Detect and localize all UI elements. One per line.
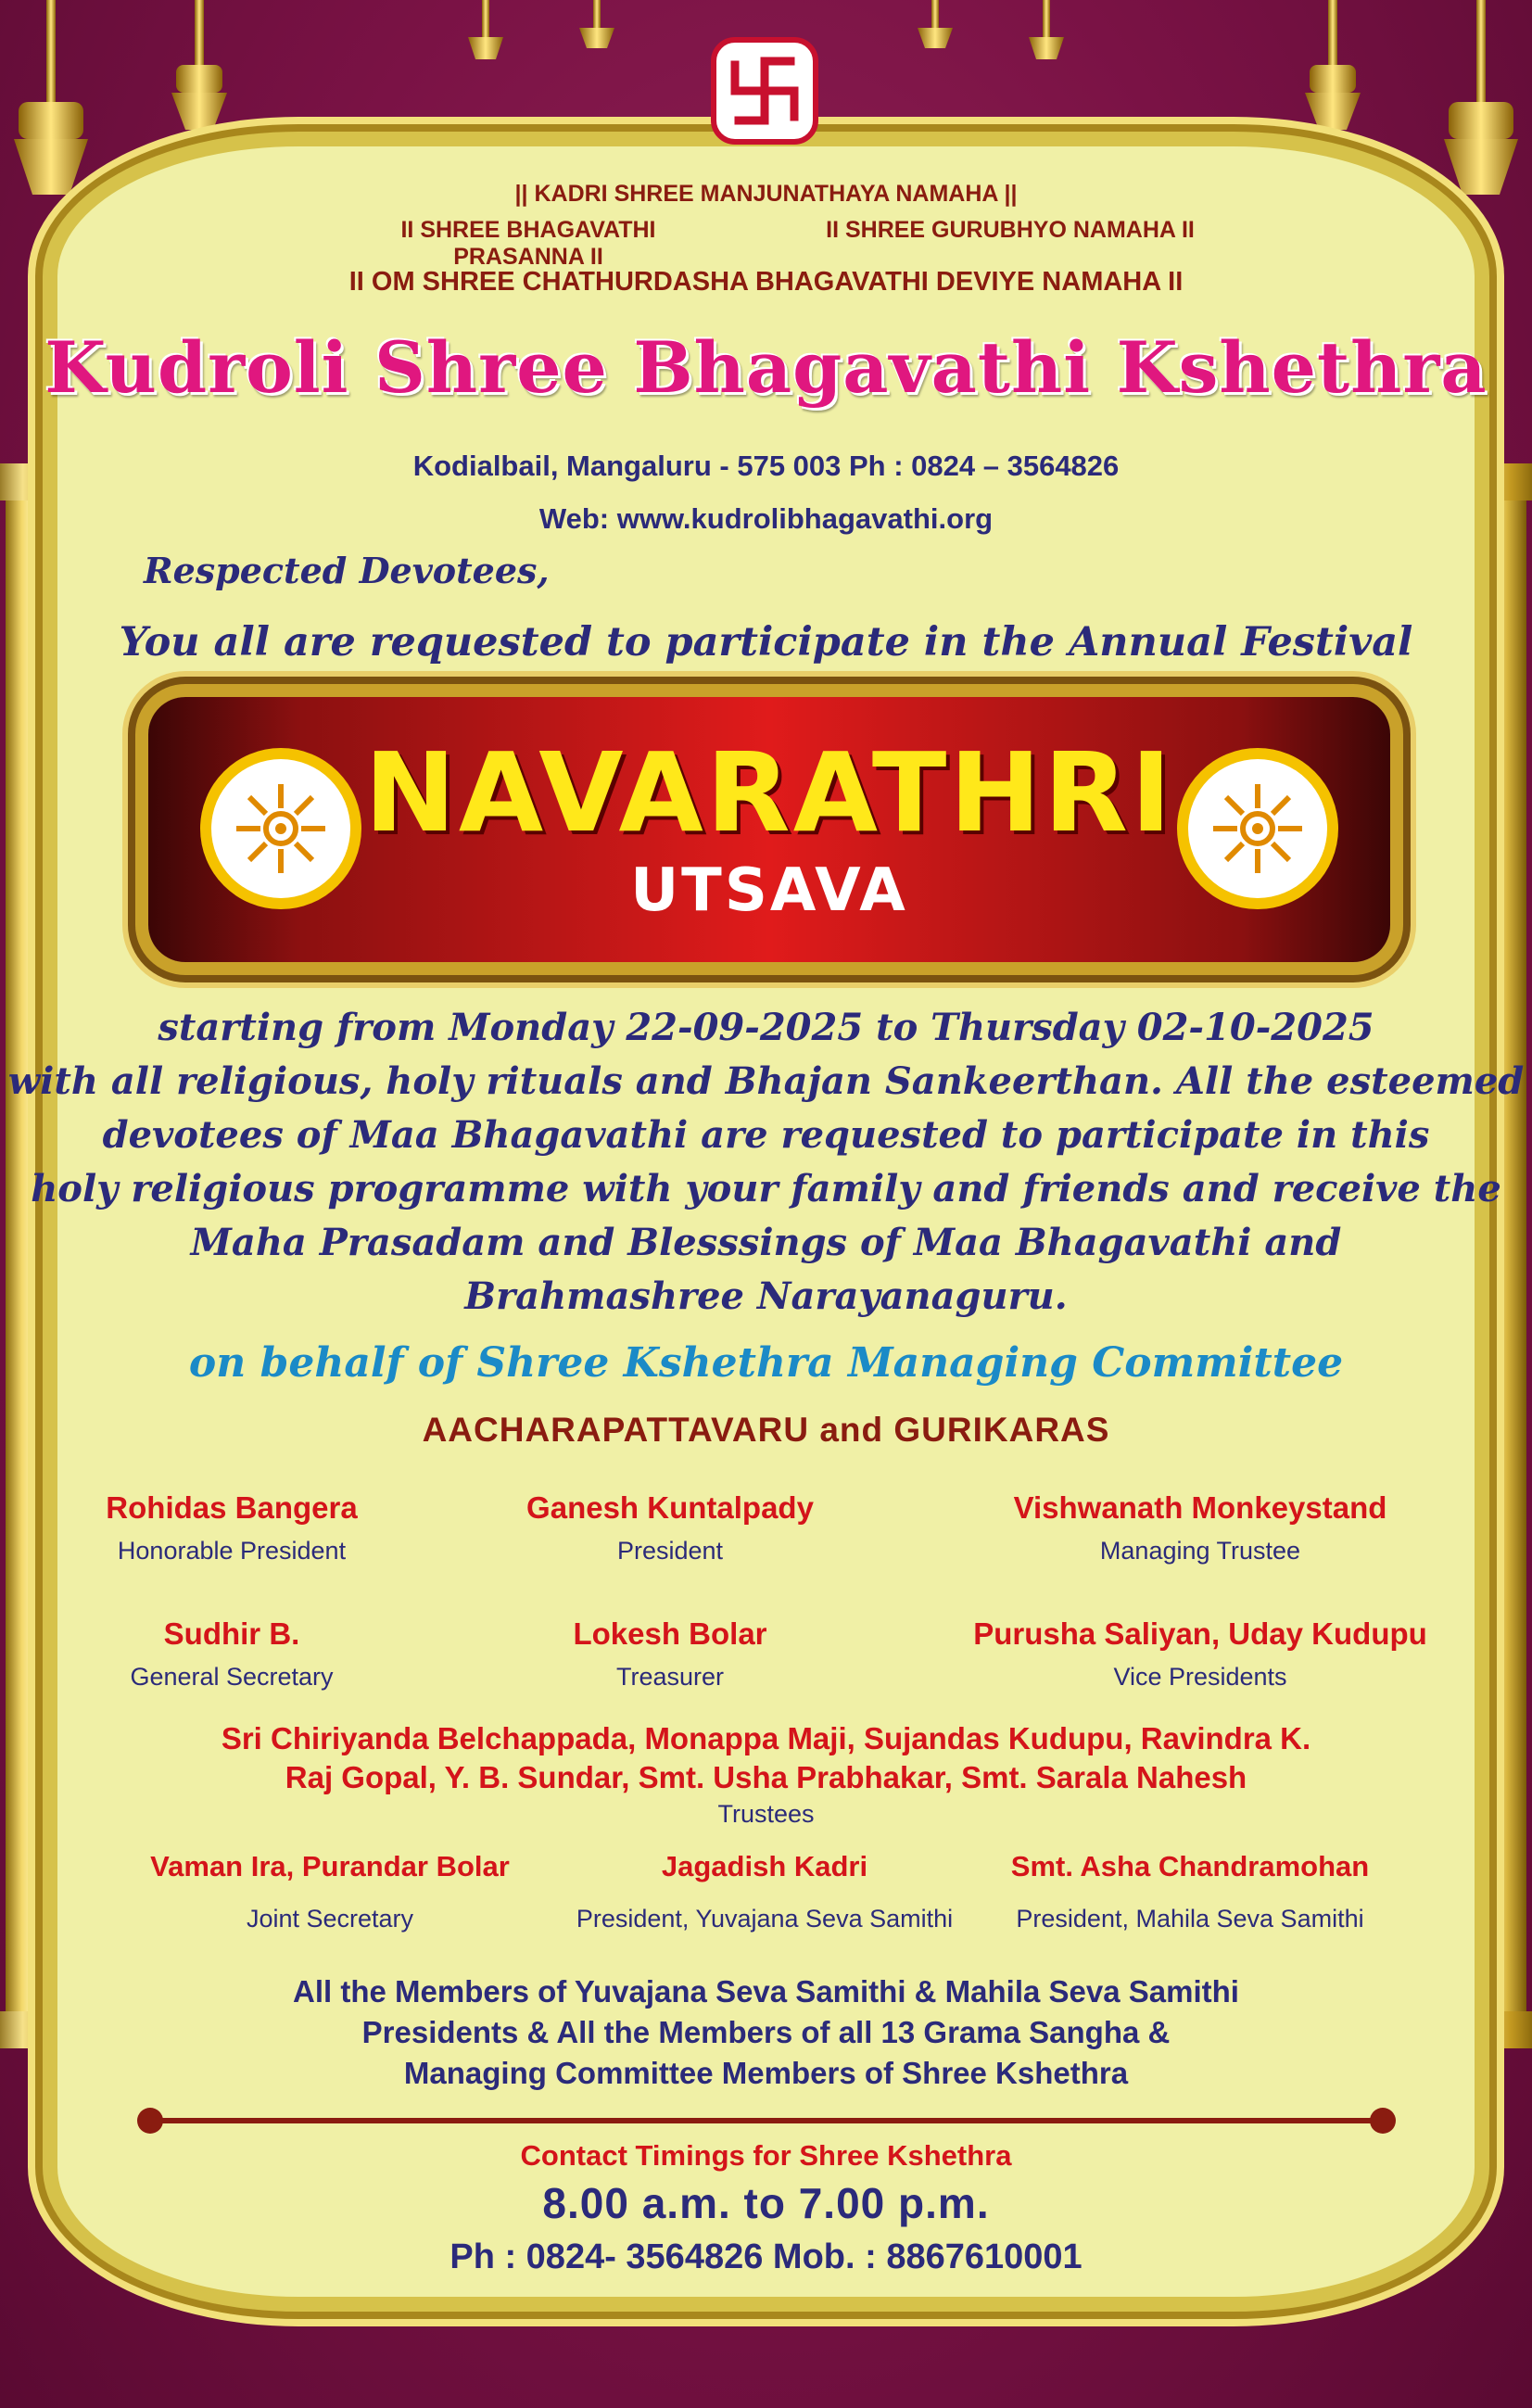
member-name: Vishwanath Monkeystand [1013,1490,1387,1525]
header-line-2-right: II SHREE GURUBHYO NAMAHA II [826,217,1195,243]
header-line-1: || KADRI SHREE MANJUNATHAYA NAMAHA || [514,181,1018,207]
body-line: devotees of Maa Bhagavathi are requested to participate in this [102,1113,1430,1157]
member-role: President, Mahila Seva Samithi [1016,1905,1364,1933]
request-line: You all are requested to participate in the Annual Festival [119,619,1413,665]
address: Kodialbail, Mangaluru - 575 003 Ph : 0824 – 3564826 [412,450,1120,482]
member-name: Jagadish Kadri [661,1850,868,1882]
contact-timings: 8.00 a.m. to 7.00 p.m. [542,2179,990,2227]
trustees-line: Raj Gopal, Y. B. Sundar, Smt. Usha Prabhakar, Smt. Sarala Nahesh [285,1760,1247,1794]
members-line: Presidents & All the Members of all 13 Grama Sangha & [361,2015,1171,2049]
member-name: Lokesh Bolar [573,1616,767,1651]
divider-dot [1370,2108,1396,2134]
body-line: with all religious, holy rituals and Bhajan Sankeerthan. All the esteemed [7,1059,1525,1103]
member-name: Purusha Saliyan, Uday Kudupu [973,1616,1427,1651]
member-role: President, Yuvajana Seva Samithi [576,1905,954,1933]
trustees-label: Trustees [717,1800,815,1828]
member-role: Joint Secretary [246,1905,414,1933]
member-name: Ganesh Kuntalpady [526,1490,814,1525]
greeting: Respected Devotees, [144,550,550,591]
body-line: holy religious programme with your family and friends and receive the [31,1167,1501,1210]
member-name: Rohidas Bangera [106,1490,358,1525]
member-role: Honorable President [117,1537,347,1565]
website: Web: www.kudrolibhagavathi.org [538,502,994,535]
divider [148,2118,1384,2123]
member-role: Managing Trustee [1099,1537,1301,1565]
header-line-2-left: II SHREE BHAGAVATHI PRASANNA II [400,217,656,270]
member-name: Smt. Asha Chandramohan [1010,1850,1370,1882]
swastika-icon [711,37,818,145]
invitation-body [0,1001,1532,1324]
behalf-line: on behalf of Shree Kshethra Managing Committee [188,1339,1344,1387]
banner-title: NAVARATHRI [364,729,1174,856]
member-role: General Secretary [130,1663,334,1691]
members-line: Managing Committee Members of Shree Kshethra [403,2056,1129,2090]
member-role: Vice Presidents [1113,1663,1287,1691]
trustees-list [0,1719,1532,1797]
body-line: Maha Prasadam and Blesssings of Maa Bhagavathi and [190,1221,1342,1264]
header-line-3: II OM SHREE CHATHURDASHA BHAGAVATHI DEVIYE NAMAHA II [348,267,1184,297]
member-name: Sudhir B. [163,1616,300,1651]
divider-dot [137,2108,163,2134]
members-line: All the Members of Yuvajana Seva Samithi & Mahila Seva Samithi [293,1974,1239,2009]
member-role: Treasurer [615,1663,725,1691]
trustees-line: Sri Chiriyanda Belchappada, Monappa Maji, Sujandas Kudupu, Ravindra K. [221,1721,1311,1755]
contact-phones: Ph : 0824- 3564826 Mob. : 8867610001 [449,2237,1083,2276]
festival-banner [148,697,1390,962]
page-title: Kudroli Shree Bhagavathi Kshethra [44,326,1488,409]
member-role: President [616,1537,724,1565]
contact-label: Contact Timings for Shree Kshethra [520,2139,1012,2172]
banner-subtitle: UTSAVA [630,856,908,925]
committee-heading: AACHARAPATTAVARU and GURIKARAS [422,1411,1110,1449]
member-name: Vaman Ira, Purandar Bolar [150,1850,510,1882]
body-line: Brahmashree Narayanaguru. [464,1274,1068,1318]
body-line: starting from Monday 22-09-2025 to Thursday 02-10-2025 [158,1006,1374,1049]
members-note [0,1971,1532,2094]
